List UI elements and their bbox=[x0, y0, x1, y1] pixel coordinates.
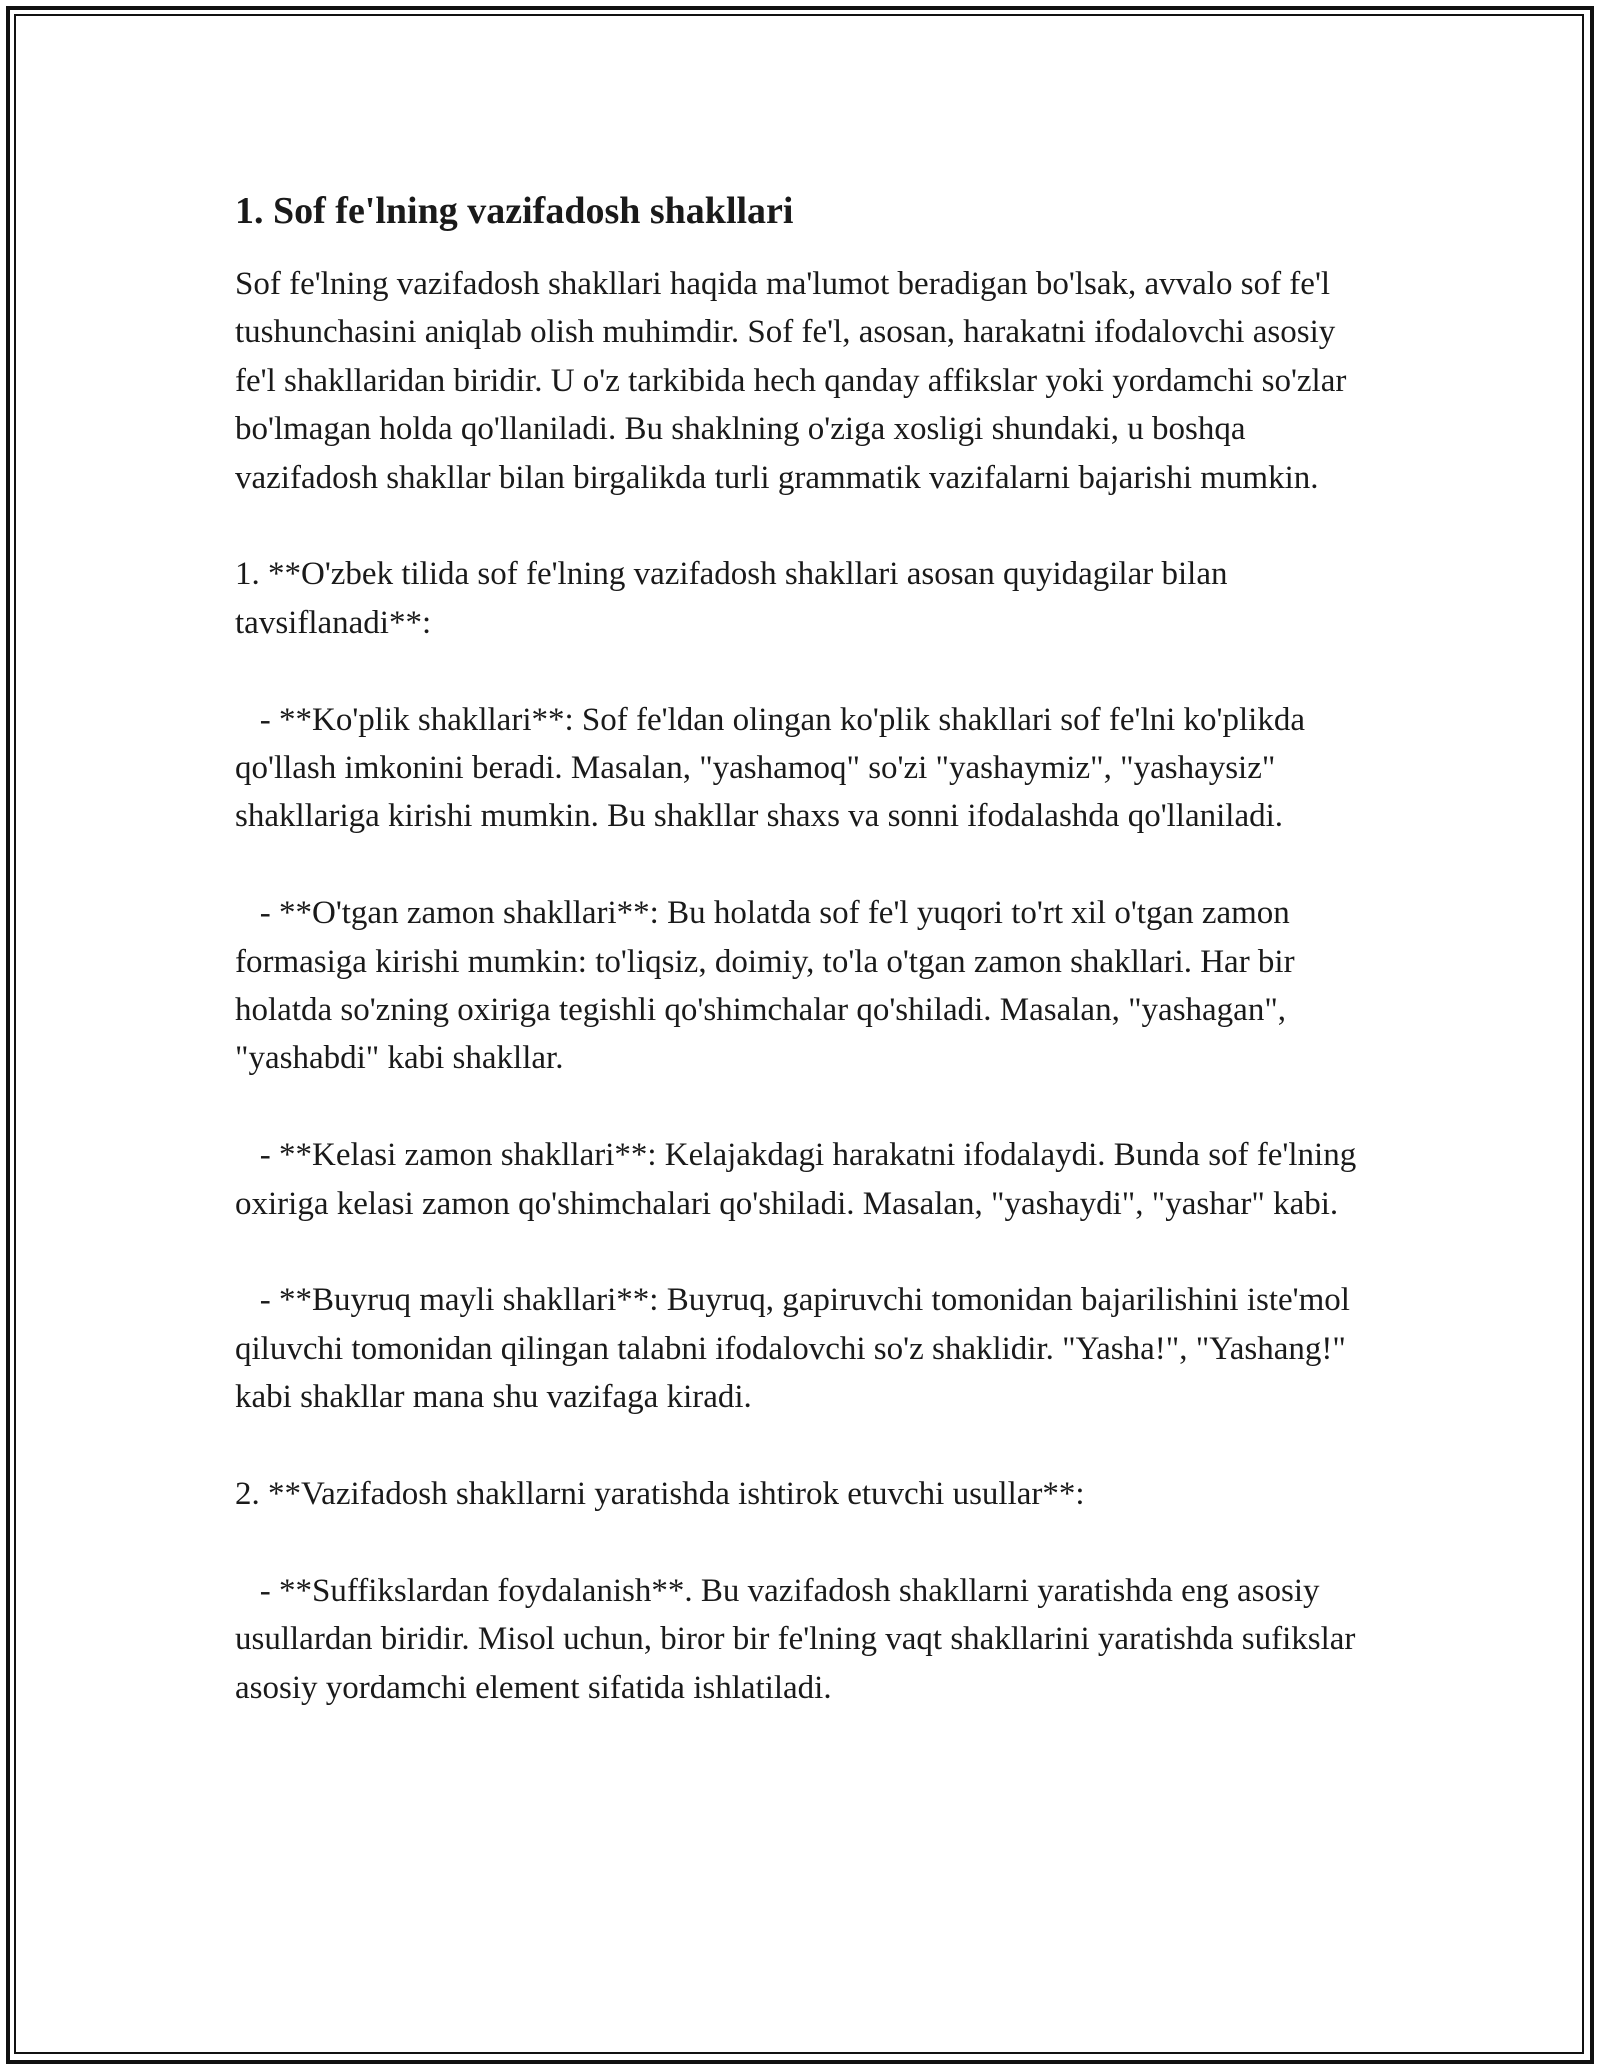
sub-item-otgan-zamon: - **O'tgan zamon shakllari**: Bu holatda sof fe'l yuqori to'rt xil o'tgan zamon formasiga kirishi mumkin: to'liqsiz, doimiy, to'la o'tgan zamon shakllari. Har bir holatda so'zning oxiriga tegishli qo'shimchalar qo'shiladi. Masalan, "yashagan", "yashabdi" kabi shakllar. bbox=[235, 895, 1303, 1077]
list-item-1: 1. **O'zbek tilida sof fe'lning vazifadosh shakllari asosan quyidagilar bilan tavsiflanadi**: bbox=[235, 556, 1236, 641]
sub-item-kelasi-zamon: - **Kelasi zamon shakllari**: Kelajakdagi harakatni ifodalaydi. Bunda sof fe'lning oxiriga kelasi zamon qo'shimchalari qo'shiladi. Masalan, "yashaydi", "yashar" kabi. bbox=[235, 1137, 1365, 1222]
paragraph-gap bbox=[235, 1083, 1370, 1131]
paragraph-gap bbox=[235, 502, 1370, 550]
paragraph-gap bbox=[235, 841, 1370, 889]
paragraph-gap bbox=[235, 1228, 1370, 1276]
paragraph-gap bbox=[235, 647, 1370, 695]
paragraph-gap bbox=[235, 1422, 1370, 1470]
list-item-2: 2. **Vazifadosh shakllarni yaratishda ishtirok etuvchi usullar**: bbox=[235, 1476, 1085, 1513]
document-title: 1. Sof fe'lning vazifadosh shakllari bbox=[235, 190, 794, 232]
paragraph-intro: Sof fe'lning vazifadosh shakllari haqida ma'lumot beradigan bo'lsak, avvalo sof fe'l tushunchasini aniqlab olish muhimdir. Sof fe'l, asosan, harakatni ifodalovchi asosiy fe'l shakllaridan biridir. U o'z tarkibida hech qanday affikslar yoki yordamchi so'zlar bo'lmagan holda qo'llaniladi. Bu shaklning o'ziga xosligi shundaki, u boshqa vazifadosh shakllar bilan birgalikda turli grammatik vazifalarni bajarishi mumkin. bbox=[235, 266, 1355, 496]
sub-item-koplik: - **Ko'plik shakllari**: Sof fe'ldan olingan ko'plik shakllari sof fe'lni ko'plikda qo'llash imkonini beradi. Masalan, "yashamoq" so'zi "yashaymiz", "yashaysiz" shakllariga kirishi mumkin. Bu shakllar shaxs va sonni ifodalashda qo'llaniladi. bbox=[235, 701, 1314, 835]
document-body bbox=[235, 186, 1370, 1712]
sub-item-buyruq-mayli: - **Buyruq mayli shakllari**: Buyruq, gapiruvchi tomonidan bajarilishini iste'mol qiluvchi tomonidan qilingan talabni ifodalovchi so'z shaklidir. "Yasha!", "Yashang!" kabi shakllar mana shu vazifaga kiradi. bbox=[235, 1282, 1359, 1416]
paragraph-gap bbox=[235, 1518, 1370, 1566]
sub-item-suffikslar: - **Suffikslardan foydalanish**. Bu vazifadosh shakllarni yaratishda eng asosiy usullardan biridir. Misol uchun, biror bir fe'lning vaqt shakllarini yaratishda sufikslar asosiy yordamchi element sifatida ishlatiladi. bbox=[235, 1572, 1364, 1706]
